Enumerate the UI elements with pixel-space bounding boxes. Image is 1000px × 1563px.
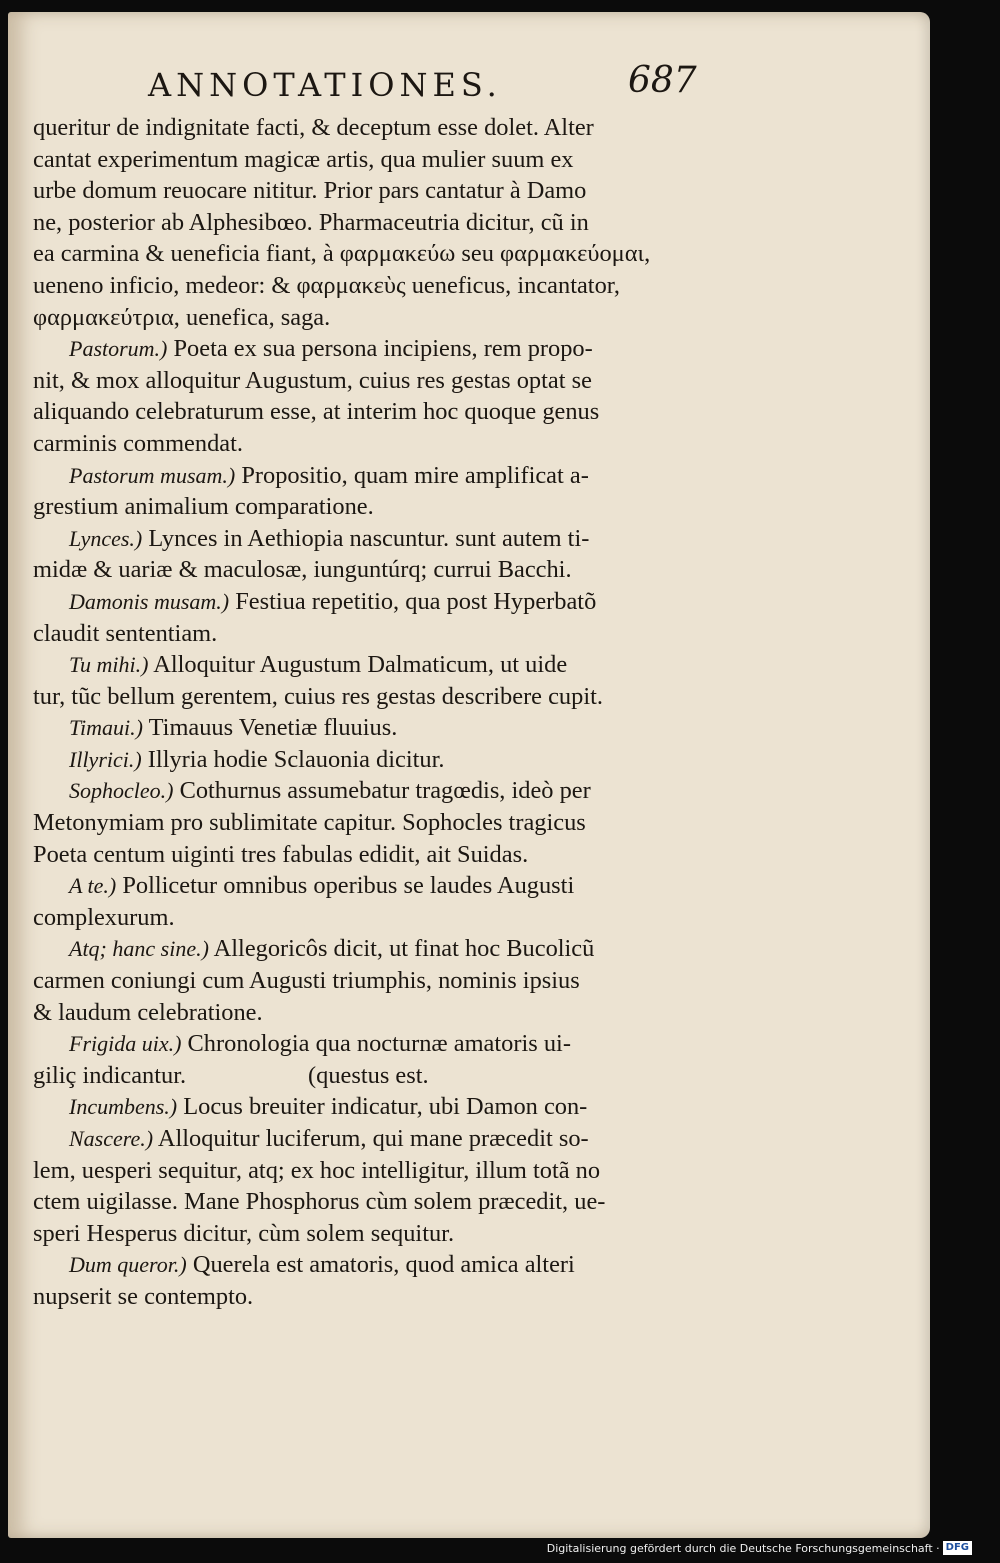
lemma-label: Sophocleo.) — [69, 778, 174, 804]
text-line — [33, 302, 703, 334]
running-header: ANNOTATIONES. — [148, 66, 502, 104]
text-line — [33, 1028, 703, 1060]
text-line — [33, 1249, 703, 1281]
text-line — [33, 144, 703, 176]
line-text: carminis commendat. — [33, 429, 243, 457]
text-line — [33, 1060, 703, 1092]
line-text: Alloquitur luciferum, qui mane præcedit so- — [153, 1125, 589, 1152]
text-line — [33, 365, 703, 397]
line-text: nit, & mox alloquitur Augustum, cuius res gestas optat se — [33, 366, 592, 394]
lemma-label: Illyrici.) — [69, 746, 142, 772]
text-line — [33, 933, 703, 965]
line-text: Propositio, quam mire amplificat a- — [235, 461, 589, 489]
text-line — [33, 775, 703, 807]
text-line — [33, 681, 703, 713]
text-line — [33, 649, 703, 681]
lemma-label: Lynces.) — [69, 525, 143, 551]
lemma-label: Atq; hanc sine.) — [69, 936, 209, 962]
line-text: Festiua repetitio, qua post Hyperbatõ — [229, 587, 597, 615]
digitization-credit — [547, 1541, 972, 1555]
line-text: Poeta centum uiginti tres fabulas edidit, ait Suidas. — [33, 840, 529, 868]
line-text: Locus breuiter indicatur, ubi Damon con- — [177, 1093, 588, 1121]
line-text: urbe domum reuocare nititur. Prior pars cantatur à Damo — [33, 177, 587, 205]
annotation-text-block — [33, 112, 703, 1313]
text-line — [33, 712, 703, 744]
line-text: giliç indicantur. (questus est. — [33, 1061, 429, 1089]
text-line — [33, 396, 703, 428]
text-line — [33, 1218, 703, 1250]
text-line — [33, 428, 703, 460]
text-line — [33, 175, 703, 207]
page-number: 687 — [628, 60, 697, 101]
text-line — [33, 523, 703, 555]
text-line — [33, 207, 703, 239]
line-text: Alloquitur Augustum Dalmaticum, ut uide — [148, 651, 568, 679]
text-line — [33, 902, 703, 934]
text-line — [33, 112, 703, 144]
text-line — [33, 1123, 703, 1155]
line-text: Querela est amatoris, quod amica alteri — [186, 1251, 575, 1279]
text-line — [33, 333, 703, 365]
credit-text: Digitalisierung gefördert durch die Deutsche Forschungsgemeinschaft · — [546, 1541, 940, 1555]
text-line — [33, 997, 703, 1029]
line-text: & laudum celebratione. — [33, 998, 263, 1026]
line-text: cantat experimentum magicæ artis, qua mulier suum ex — [33, 145, 574, 173]
lemma-label: Pastorum musam.) — [69, 462, 236, 488]
line-text: ueneno inficio, medeor: & φαρμακεὺς ueneficus, incantator, — [33, 271, 621, 299]
lemma-label: Damonis musam.) — [69, 588, 230, 614]
line-text: claudit sententiam. — [33, 619, 218, 647]
text-line — [33, 270, 703, 302]
line-text: complexurum. — [33, 903, 175, 931]
line-text: ctem uigilasse. Mane Phosphorus cùm solem præcedit, ue- — [33, 1188, 606, 1216]
line-text: Pollicetur omnibus operibus se laudes Augusti — [116, 872, 575, 900]
line-text: queritur de indignitate facti, & deceptum esse dolet. Alter — [33, 114, 594, 141]
lemma-label: Tu mihi.) — [69, 652, 149, 678]
lemma-label: Dum queror.) — [69, 1252, 187, 1278]
text-line — [33, 1155, 703, 1187]
text-line — [33, 460, 703, 492]
line-text: speri Hesperus dicitur, cùm solem sequitur. — [33, 1219, 455, 1247]
text-line — [33, 586, 703, 618]
text-line — [33, 618, 703, 650]
dfg-logo: DFG — [943, 1541, 972, 1555]
lemma-label: Pastorum.) — [69, 336, 168, 362]
text-line — [33, 965, 703, 997]
line-text: Illyria hodie Sclauonia dicitur. — [141, 745, 445, 773]
line-text: tur, tũc bellum gerentem, cuius res gestas describere cupit. — [33, 682, 603, 710]
line-text: grestium animalium comparatione. — [33, 493, 374, 521]
lemma-label: Timaui.) — [69, 715, 143, 741]
text-line — [33, 491, 703, 523]
text-line — [33, 1281, 703, 1313]
text-line — [33, 238, 703, 270]
text-line — [33, 744, 703, 776]
text-line — [33, 554, 703, 586]
book-page — [8, 12, 930, 1538]
lemma-label: A te.) — [69, 873, 117, 899]
line-text: Metonymiam pro sublimitate capitur. Sophocles tragicus — [33, 809, 586, 837]
lemma-label: Nascere.) — [69, 1126, 154, 1151]
line-text: midæ & uariæ & maculosæ, iunguntúrq; currui Bacchi. — [33, 556, 572, 584]
line-text: carmen coniungi cum Augusti triumphis, nominis ipsius — [33, 967, 580, 995]
line-text: Cothurnus assumebatur tragœdis, ideò per — [173, 777, 591, 805]
lemma-label: Frigida uix.) — [69, 1031, 182, 1057]
line-text: φαρμακεύτρια, uenefica, saga. — [33, 303, 331, 331]
lemma-label: Incumbens.) — [69, 1094, 178, 1120]
line-text: Lynces in Aethiopia nascuntur. sunt autem ti- — [142, 524, 590, 552]
text-line — [33, 870, 703, 902]
line-text: Allegoricôs dicit, ut finat hoc Bucolicũ — [208, 935, 595, 963]
line-text: Poeta ex sua persona incipiens, rem propo- — [167, 335, 593, 363]
line-text: Timauus Venetiæ fluuius. — [142, 714, 398, 742]
line-text: ea carmina & ueneficia fiant, à φαρμακεύω seu φαρμακεύομαι, — [33, 240, 651, 268]
text-line — [33, 839, 703, 871]
line-text: Chronologia qua nocturnæ amatoris ui- — [181, 1030, 571, 1058]
line-text: aliquando celebraturum esse, at interim hoc quoque genus — [33, 398, 600, 426]
line-text: lem, uesperi sequitur, atq; ex hoc intelligitur, illum totã no — [33, 1156, 601, 1184]
line-text: ne, posterior ab Alphesibœo. Pharmaceutria dicitur, cũ in — [33, 208, 589, 236]
text-line — [33, 1091, 703, 1123]
text-line — [33, 1186, 703, 1218]
text-line — [33, 807, 703, 839]
line-text: nupserit se contempto. — [33, 1282, 254, 1310]
